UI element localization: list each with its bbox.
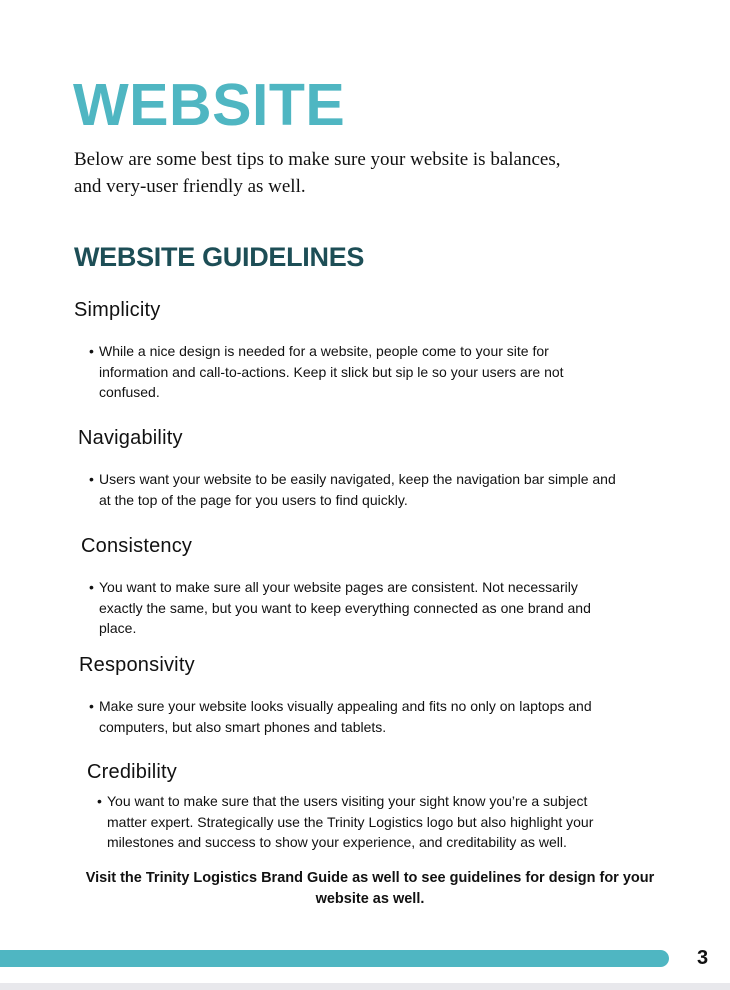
page-title: WEBSITE: [73, 72, 346, 138]
section-simplicity: [74, 297, 619, 403]
section-heading: Navigability: [78, 427, 183, 449]
section-heading: Simplicity: [74, 299, 161, 321]
list-item: • Make sure your website looks visually appealing and fits no only on laptops and computers, but also smart phones and tablets.: [89, 696, 619, 737]
bullet-list: [89, 696, 619, 737]
section-heading: Consistency: [81, 535, 193, 557]
page-bottom-divider: [0, 983, 730, 990]
list-item: • Users want your website to be easily navigated, keep the navigation bar simple and at the top of the page for you users to find quickly.: [89, 469, 619, 510]
brand-guide-note: [70, 868, 670, 910]
intro-line-2: and very-user friendly as well.: [74, 176, 306, 197]
section-title: WEBSITE GUIDELINES: [74, 242, 365, 272]
footer-accent-bar: [0, 950, 669, 967]
list-item: • You want to make sure that the users visiting your sight know you’re a subject matter expert. Strategically use the Trinity Logistics logo but also highlight your milestones and success to show your experience, and creditability as well.: [97, 791, 627, 853]
note-line-2: website as well.: [315, 891, 425, 907]
section-navigability: [78, 425, 619, 510]
page-number: 3: [697, 947, 709, 969]
intro-paragraph: [74, 146, 654, 200]
bullet-list: [97, 791, 627, 853]
bullet-list: [89, 341, 619, 403]
intro-line-1: Below are some best tips to make sure your website is balances,: [74, 149, 561, 170]
note-line-1: Visit the Trinity Logistics Brand Guide as well to see guidelines for design for your: [85, 870, 655, 886]
list-item: • You want to make sure all your website pages are consistent. Not necessarily exactly the same, but you want to keep everything connected as one brand and place.: [89, 577, 619, 639]
section-credibility: [87, 759, 627, 853]
section-heading: Credibility: [87, 761, 178, 783]
bullet-list: [89, 577, 619, 639]
list-item: • While a nice design is needed for a website, people come to your site for information and call-to-actions. Keep it slick but sip le so your users are not confused.: [89, 341, 619, 403]
section-consistency: [81, 533, 619, 639]
bullet-list: [89, 469, 619, 510]
section-heading: Responsivity: [79, 654, 195, 676]
section-responsivity: [79, 652, 619, 737]
